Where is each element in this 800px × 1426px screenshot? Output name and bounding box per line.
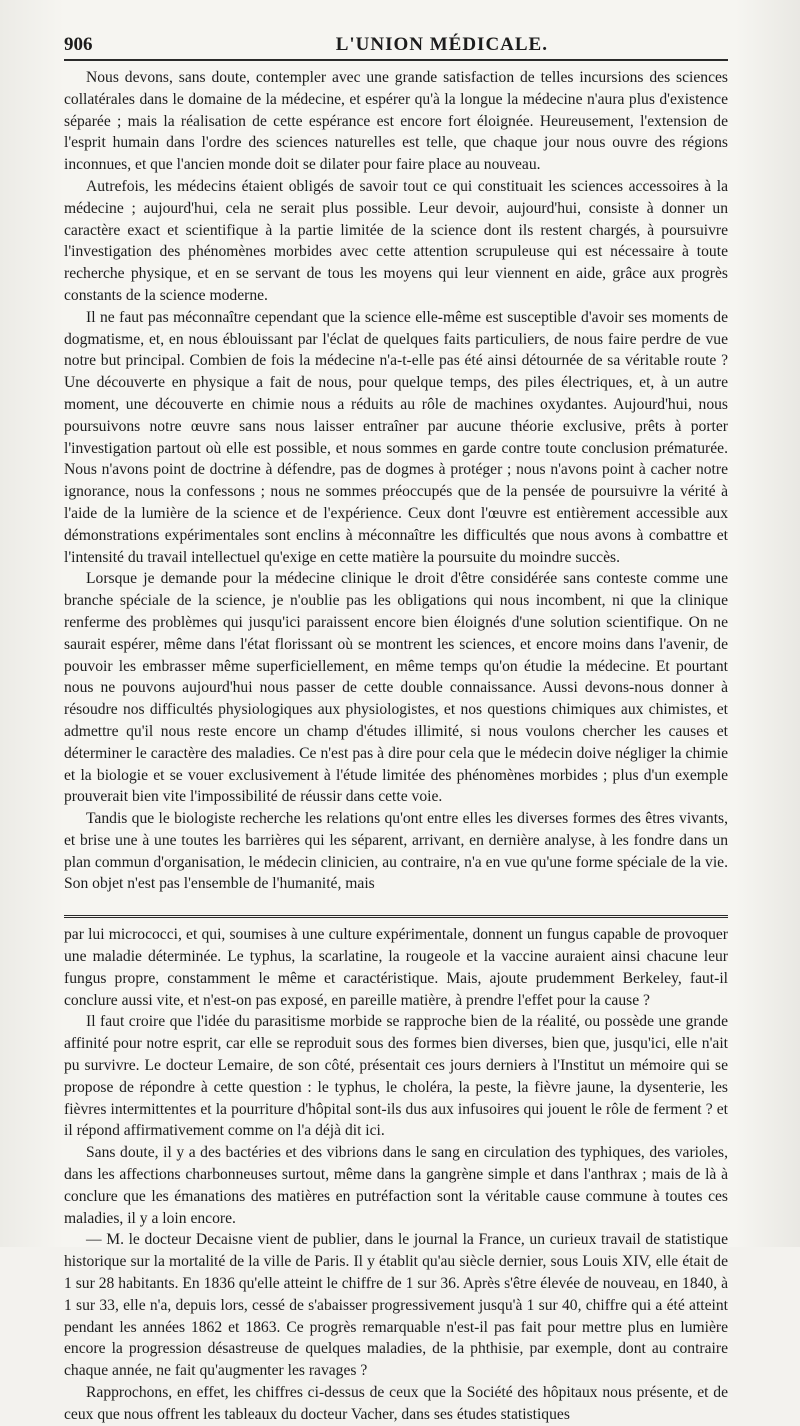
upper-article bbox=[64, 67, 728, 895]
paragraph: Nous devons, sans doute, contempler avec une grande satisfaction de telles incursions des sciences collatérales dans le domaine de la médecine, et espérer qu'à la longue la médecine n'aura plus d'existence séparée ; mais la réalisation de cette espérance est encore fort éloignée. Heureusement, l'extension de l'esprit humain dans l'ordre des sciences naturelles est telle, que chaque jour nous ouvre des régions inconnues, et que l'ancien monde doit se dilater pour faire place au nouveau. bbox=[64, 69, 728, 174]
page-number: 906 bbox=[64, 34, 93, 55]
page-header bbox=[64, 34, 728, 61]
section-divider bbox=[64, 915, 728, 918]
paragraph: Sans doute, il y a des bactéries et des vibrions dans le sang en circulation des typhiques, des varioles, dans les affections charbonneuses surtout, même dans la gangrène simple et dans l'anthrax ; mais de là à conclure que les émanations des matières en putréfaction sont la véritable cause commune à toutes ces maladies, il y a loin encore. bbox=[64, 1144, 728, 1227]
paragraph: — M. le docteur Decaisne vient de publier, dans le journal la France, un curieux travail de statistique historique sur la mortalité de la ville de Paris. Il y établit qu'au siècle dernier, sous Louis XIV, elle était de 1 sur 28 habitants. En 1836 qu'elle atteint le chiffre de 1 sur 36. Après s'être élevée de nouveau, en 1840, à 1 sur 33, elle n'a, depuis lors, cessé de s'abaisser progressivement jusqu'à 1 sur 40, chiffre qui a été atteint pendant les années 1862 et 1863. Ce progrès remarquable n'est-il pas fait pour mettre plus en lumière encore la progression désastreuse de quelques maladies, de la phthisie, par exemple, dont au contraire chaque année, ne fait qu'augmenter les ravages ? bbox=[64, 1231, 728, 1380]
paragraph: Rapprochons, en effet, les chiffres ci-dessus de ceux que la Société des hôpitaux nous présente, et de ceux que nous offrent les tableaux du docteur Vacher, dans ses études statistiques bbox=[64, 1384, 728, 1423]
running-title: L'UNION MÉDICALE. bbox=[335, 34, 548, 55]
paragraph: Autrefois, les médecins étaient obligés de savoir tout ce qui constituait les sciences accessoires à la médecine ; aujourd'hui, cela ne serait plus possible. Leur devoir, aujourd'hui, consiste à donner un caractère exact et scientifique à la partie limitée de la science dont ils restent chargés, à poursuivre l'investigation des phénomènes morbides avec cette attention scrupuleuse qui est nécessaire à toute recherche physique, et en se servant de tous les moyens qui leur viennent en aide, grâce aux progrès constants de la science moderne. bbox=[64, 177, 728, 304]
paragraph: Il faut croire que l'idée du parasitisme morbide se rapproche bien de la réalité, ou possède une grande affinité pour notre esprit, car elle se reproduit sous des formes bien diverses, bien que, jusqu'ici, elle n'ait pu survivre. Le docteur Lemaire, de son côté, présentait ces jours derniers à l'Institut un mémoire qui se propose de répondre à cette question : le typhus, le choléra, la peste, la fièvre jaune, la dysenterie, les fièvres intermittentes et la pourriture d'hôpital sont-ils dus aux infusoires qui jouent le rôle de ferment ? et il répond affirmativement comme on l'a déjà dit ici. bbox=[64, 1013, 728, 1140]
paragraph: Lorsque je demande pour la médecine clinique le droit d'être considérée sans conteste comme une branche spéciale de la science, je n'oublie pas les obligations qui nous incombent, ni que la clinique renferme des problèmes qui jusqu'ici paraissent encore bien éloignés d'une solution scientifique. On ne saurait espérer, même dans l'état florissant où se montrent les sciences, et encore moins dans l'avenir, de pouvoir les embrasser même superficiellement, en même temps qu'on étudie la médecine. Et pourtant nous ne pouvons aujourd'hui nous passer de cette double connaissance. Aussi devons-nous donner à résoudre nos difficultés physiologiques aux physiologistes, et nos questions chimiques aux chimistes, et admettre qu'il nous reste encore un champ d'études illimité, si nous voulons chercher les causes et déterminer le caractère des maladies. Ce n'est pas à dire pour cela que le médecin doive négliger la chimie et la biologie et se vouer exclusivement à l'étude limitée des phénomènes morbides ; plus d'un exemple prouverait bien vite l'impossibilité de réussir dans cette voie. bbox=[64, 570, 728, 806]
paragraph: Il ne faut pas méconnaître cependant que la science elle-même est susceptible d'avoir ses moments de dogmatisme, et, en nous éblouissant par l'éclat de quelques faits particuliers, de nous faire perdre de vue notre but principal. Combien de fois la médecine n'a-t-elle pas été ainsi détournée de sa véritable route ? Une découverte en physique a fait de nous, pour quelque temps, des piles électriques, et, à un autre moment, une découverte en chimie nous a réduits au rôle de machines oxydantes. Aujourd'hui, nous poursuivons notre œuvre sans nous laisser entraîner par aucune théorie exclusive, prêts à porter l'investigation partout où elle est possible, et nous sommes en garde contre toute conclusion prématurée. Nous n'avons point de doctrine à défendre, pas de dogmes à protéger ; nous n'avons point à cacher notre ignorance, nous la confessons ; nous ne sommes préoccupés que de la pensée de poursuivre la vérité à l'aide de la lumière de la science et de l'expérience. Ceux dont l'œuvre est entièrement accessible aux démonstrations expérimentales sont enclins à méconnaître les difficultés que nous avons à combattre et l'intensité du travail intellectuel qu'exige en cette matière la poursuite du moindre succès. bbox=[64, 308, 728, 566]
paragraph: Tandis que le biologiste recherche les relations qu'ont entre elles les diverses formes des êtres vivants, et brise une à une toutes les barrières qui les séparent, arrivant, en dernière analyse, à les fondre dans un plan commun d'organisation, le médecin clinicien, au contraire, n'a en vue qu'une forme spéciale de la vie. Son objet n'est pas l'ensemble de l'humanité, mais bbox=[64, 810, 728, 893]
lower-article bbox=[64, 924, 728, 1425]
paragraph: par lui micrococci, et qui, soumises à une culture expérimentale, donnent un fungus capable de provoquer une maladie déterminée. Le typhus, la scarlatine, la rougeole et la vaccine auraient ainsi chacune leur fungus propre, constamment le même et caractéristique. Mais, ajoute prudemment Berkeley, faut-il conclure aussi vite, et n'est-on pas exposé, en pareille matière, à prendre l'effet pour la cause ? bbox=[64, 926, 728, 1009]
